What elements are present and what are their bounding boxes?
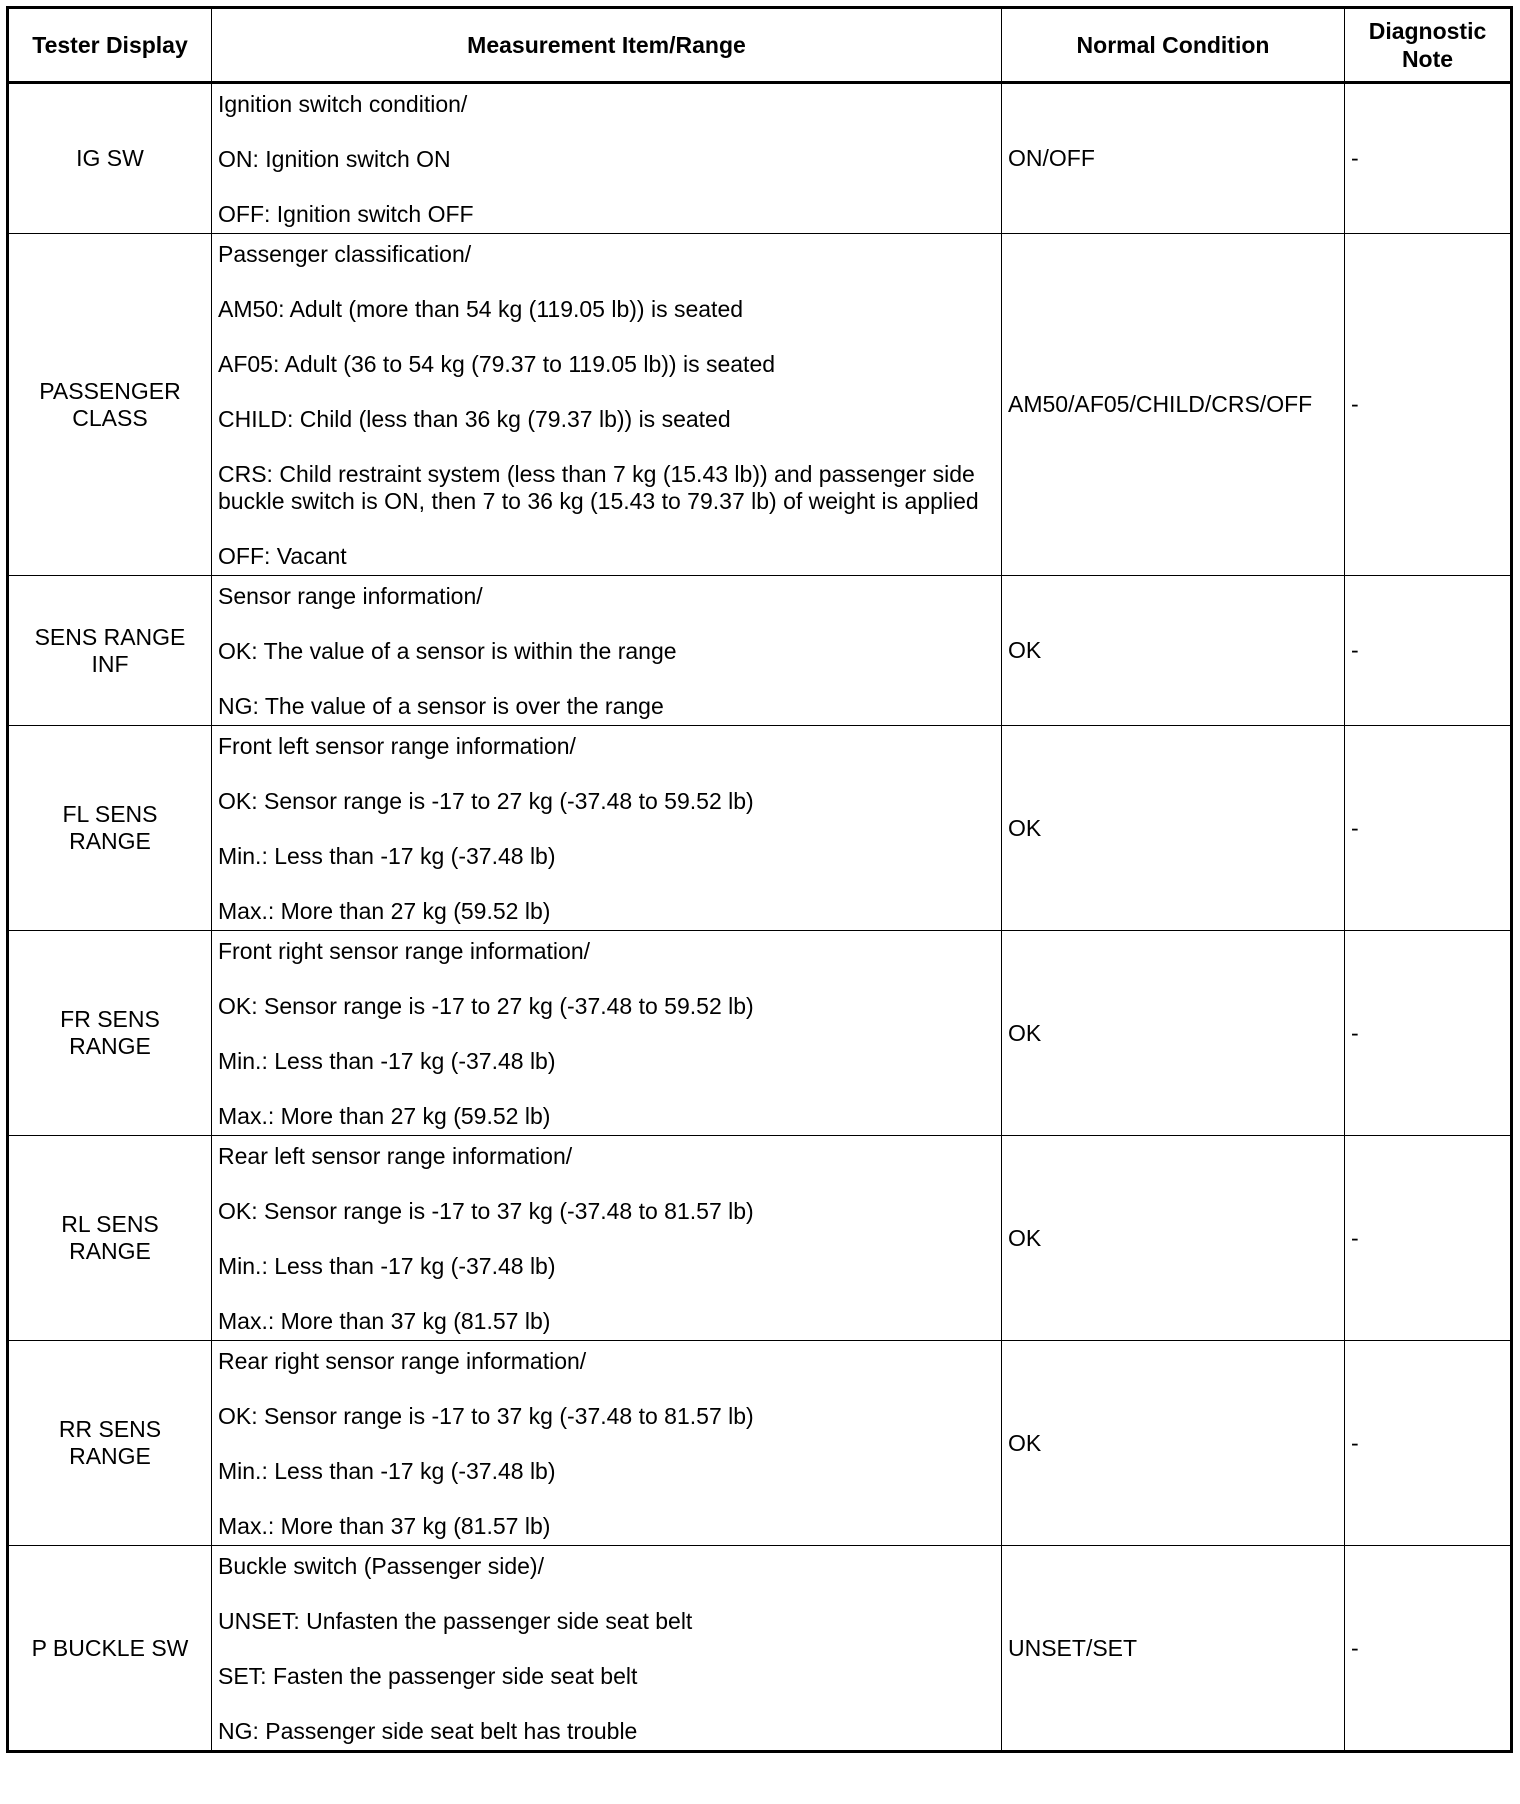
table-row	[8, 1136, 1512, 1341]
measurement-cell	[212, 726, 1002, 931]
table-row	[8, 931, 1512, 1136]
diagnostic-note-cell: -	[1345, 726, 1512, 931]
tester-display-table	[6, 6, 1513, 1753]
tester-display-cell: RR SENS RANGE	[8, 1341, 212, 1546]
measurement-line: Passenger classification/	[218, 241, 472, 267]
diagnostic-note-cell: -	[1345, 1546, 1512, 1752]
normal-condition-cell: OK	[1002, 1136, 1345, 1341]
table-row	[8, 234, 1512, 576]
measurement-line: AF05: Adult (36 to 54 kg (79.37 to 119.05 lb)) is seated	[218, 351, 776, 377]
table-row	[8, 576, 1512, 726]
measurement-line: AM50: Adult (more than 54 kg (119.05 lb)) is seated	[218, 296, 744, 322]
tester-display-cell: FR SENS RANGE	[8, 931, 212, 1136]
measurement-cell	[212, 931, 1002, 1136]
measurement-line: Max.: More than 37 kg (81.57 lb)	[218, 1308, 551, 1334]
measurement-cell	[212, 1136, 1002, 1341]
header-row	[8, 8, 1512, 83]
table-row	[8, 1546, 1512, 1752]
diagnostic-note-cell: -	[1345, 576, 1512, 726]
measurement-line: Min.: Less than -17 kg (-37.48 lb)	[218, 1458, 556, 1484]
normal-condition-cell: OK	[1002, 1341, 1345, 1546]
measurement-cell	[212, 576, 1002, 726]
measurement-line: Max.: More than 27 kg (59.52 lb)	[218, 1103, 551, 1129]
measurement-line: NG: The value of a sensor is over the range	[218, 693, 664, 719]
table-header	[8, 8, 1512, 83]
normal-condition-cell: OK	[1002, 726, 1345, 931]
measurement-line: OK: Sensor range is -17 to 27 kg (-37.48 to 59.52 lb)	[218, 993, 754, 1019]
measurement-line: OK: Sensor range is -17 to 37 kg (-37.48 to 81.57 lb)	[218, 1198, 754, 1224]
measurement-line: Rear right sensor range information/	[218, 1348, 587, 1374]
tester-display-cell: RL SENS RANGE	[8, 1136, 212, 1341]
measurement-line: Ignition switch condition/	[218, 91, 468, 117]
measurement-line: Front right sensor range information/	[218, 938, 591, 964]
measurement-line: Min.: Less than -17 kg (-37.48 lb)	[218, 1253, 556, 1279]
measurement-cell	[212, 1546, 1002, 1752]
measurement-line: Max.: More than 37 kg (81.57 lb)	[218, 1513, 551, 1539]
header-diagnostic-note: Diagnostic Note	[1345, 8, 1512, 83]
diagnostic-note-cell: -	[1345, 1341, 1512, 1546]
measurement-line: Min.: Less than -17 kg (-37.48 lb)	[218, 1048, 556, 1074]
diagnostic-note-cell: -	[1345, 234, 1512, 576]
measurement-line: OFF: Vacant	[218, 543, 347, 569]
diagnostic-note-cell: -	[1345, 83, 1512, 234]
measurement-line: CRS: Child restraint system (less than 7 kg (15.43 lb)) and passenger side buckle switch is ON, then 7 to 36 kg (15.43 to 79.37 lb) of weight is applied	[218, 461, 979, 514]
diagnostic-note-cell: -	[1345, 1136, 1512, 1341]
tester-display-cell: FL SENS RANGE	[8, 726, 212, 931]
measurement-line: OK: The value of a sensor is within the range	[218, 638, 677, 664]
tester-display-cell: PASSENGER CLASS	[8, 234, 212, 576]
header-tester-display: Tester Display	[8, 8, 212, 83]
table-row	[8, 726, 1512, 931]
tester-display-cell: P BUCKLE SW	[8, 1546, 212, 1752]
measurement-line: Sensor range information/	[218, 583, 483, 609]
normal-condition-cell: UNSET/SET	[1002, 1546, 1345, 1752]
measurement-line: NG: Passenger side seat belt has trouble	[218, 1718, 638, 1744]
normal-condition-cell: ON/OFF	[1002, 83, 1345, 234]
measurement-line: Front left sensor range information/	[218, 733, 576, 759]
header-measurement-item-range: Measurement Item/Range	[212, 8, 1002, 83]
diagnostic-note-cell: -	[1345, 931, 1512, 1136]
table-body	[8, 83, 1512, 1752]
measurement-line: OFF: Ignition switch OFF	[218, 201, 474, 227]
normal-condition-cell: AM50/AF05/CHILD/CRS/OFF	[1002, 234, 1345, 576]
measurement-line: Buckle switch (Passenger side)/	[218, 1553, 544, 1579]
measurement-cell	[212, 1341, 1002, 1546]
measurement-line: Min.: Less than -17 kg (-37.48 lb)	[218, 843, 556, 869]
normal-condition-cell: OK	[1002, 931, 1345, 1136]
header-normal-condition: Normal Condition	[1002, 8, 1345, 83]
measurement-line: CHILD: Child (less than 36 kg (79.37 lb)) is seated	[218, 406, 731, 432]
tester-display-cell: IG SW	[8, 83, 212, 234]
measurement-line: OK: Sensor range is -17 to 27 kg (-37.48 to 59.52 lb)	[218, 788, 754, 814]
measurement-cell	[212, 234, 1002, 576]
measurement-line: SET: Fasten the passenger side seat belt	[218, 1663, 638, 1689]
measurement-line: UNSET: Unfasten the passenger side seat belt	[218, 1608, 693, 1634]
measurement-line: Rear left sensor range information/	[218, 1143, 573, 1169]
measurement-line: ON: Ignition switch ON	[218, 146, 451, 172]
measurement-line: Max.: More than 27 kg (59.52 lb)	[218, 898, 551, 924]
table-row	[8, 83, 1512, 234]
measurement-line: OK: Sensor range is -17 to 37 kg (-37.48 to 81.57 lb)	[218, 1403, 754, 1429]
table-row	[8, 1341, 1512, 1546]
normal-condition-cell: OK	[1002, 576, 1345, 726]
tester-display-cell: SENS RANGE INF	[8, 576, 212, 726]
measurement-cell	[212, 83, 1002, 234]
